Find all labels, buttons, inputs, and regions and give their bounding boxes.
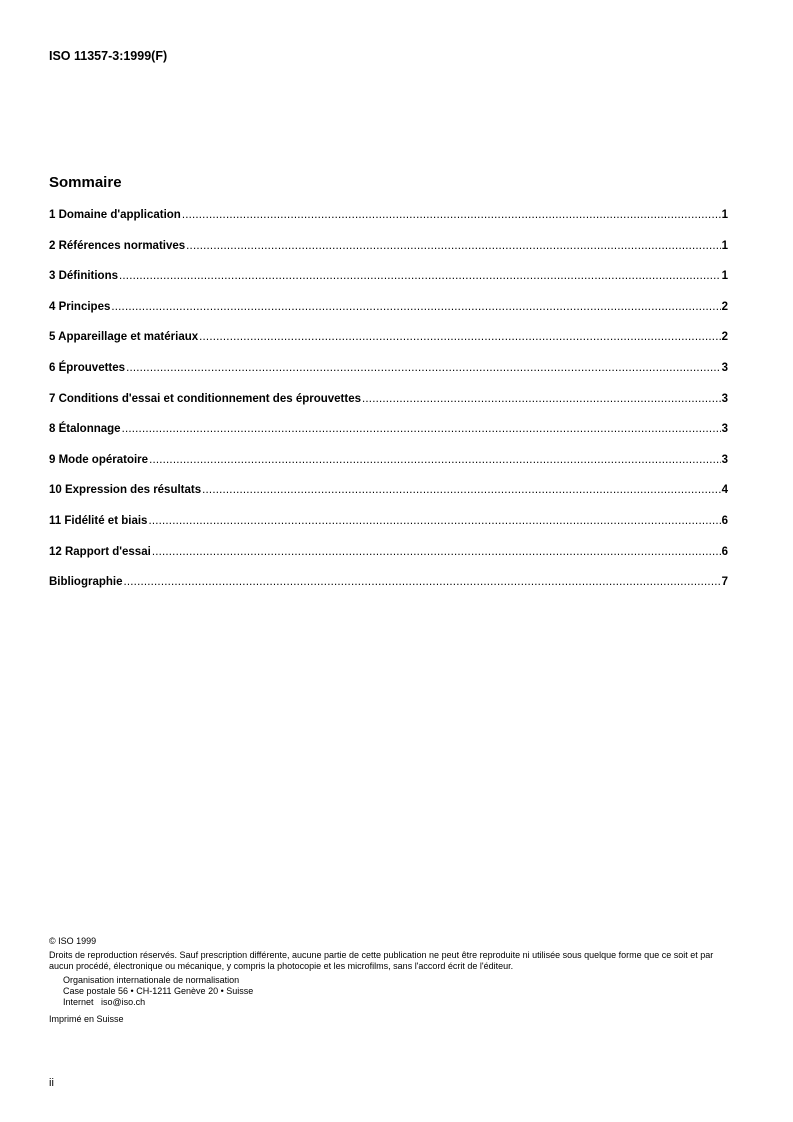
toc-entry-page: 6: [721, 514, 728, 527]
toc-leader-dots: [182, 209, 721, 221]
toc-entry[interactable]: [49, 331, 728, 362]
toc-leader-dots: [119, 270, 721, 282]
toc-leader-dots: [126, 362, 721, 374]
toc-entry-label: 7 Conditions d'essai et conditionnement des éprouvettes: [49, 392, 362, 405]
internet-contact: [63, 997, 739, 1008]
internet-email[interactable]: iso@iso.ch: [101, 997, 146, 1007]
toc-leader-dots: [362, 393, 721, 405]
toc-entry[interactable]: [49, 454, 728, 485]
toc-leader-dots: [199, 331, 720, 343]
toc-leader-dots: [148, 515, 720, 527]
toc-entry-page: 1: [721, 209, 728, 221]
toc-entry-page: 3: [721, 392, 728, 405]
toc-entry-page: 3: [721, 423, 728, 436]
toc-entry-page: 3: [721, 361, 728, 374]
internet-label: Internet: [63, 997, 94, 1007]
toc-entry-page: 2: [721, 300, 728, 313]
toc-entry-label: Bibliographie: [49, 576, 123, 589]
copyright-notice: © ISO 1999: [49, 936, 97, 946]
toc-leader-dots: [111, 301, 720, 313]
toc-entry[interactable]: [49, 576, 728, 607]
toc-leader-dots: [123, 576, 720, 588]
toc-title: Sommaire: [49, 174, 122, 191]
toc-entry-label: 12 Rapport d'essai: [49, 545, 151, 558]
toc-entry-page: 3: [721, 453, 728, 466]
toc-entry-label: 8 Étalonnage: [49, 423, 121, 436]
toc-entry[interactable]: [49, 546, 728, 577]
page-number: ii: [49, 1077, 54, 1089]
toc-entry-page: 1: [721, 270, 728, 283]
reproduction-rights: Droits de reproduction réservés. Sauf prescription différente, aucune partie de cette publication ne peut être reproduite ni utilisée sous quelque forme que ce soit et par aucun procédé, électronique ou mécanique, y compris la photocopie et les microfilms, sans l'accord écrit de l'éditeur.: [49, 950, 714, 971]
toc-entry-page: 7: [721, 576, 728, 589]
toc-entry[interactable]: [49, 301, 728, 332]
toc-entry[interactable]: [49, 362, 728, 393]
toc-entry[interactable]: [49, 240, 728, 271]
toc-leader-dots: [122, 423, 721, 435]
toc-leader-dots: [152, 546, 721, 558]
toc-leader-dots: [186, 240, 720, 252]
toc-entry-label: 1 Domaine d'application: [49, 209, 181, 221]
toc-entry[interactable]: [49, 423, 728, 454]
toc-entry-label: 10 Expression des résultats: [49, 484, 202, 497]
document-header: ISO 11357-3:1999(F): [49, 49, 168, 63]
toc-entry-label: 6 Éprouvettes: [49, 361, 126, 374]
toc-entry-label: 11 Fidélité et biais: [49, 514, 148, 527]
toc-entry-label: 3 Définitions: [49, 270, 119, 283]
toc-entry-page: 2: [721, 331, 728, 344]
toc-entry-page: 1: [721, 239, 728, 252]
organisation-name: Organisation internationale de normalisation: [63, 975, 240, 985]
copyright-footer: [49, 936, 739, 1025]
publisher-address: [49, 975, 739, 1008]
toc-entry[interactable]: [49, 209, 728, 240]
toc-entry[interactable]: [49, 484, 728, 515]
toc-entry-page: 6: [721, 545, 728, 558]
toc-leader-dots: [202, 484, 720, 496]
toc-entry-label: 2 Références normatives: [49, 239, 186, 252]
toc-entry[interactable]: [49, 515, 728, 546]
toc-entry-page: 4: [721, 484, 728, 497]
toc-entry-label: 4 Principes: [49, 300, 111, 313]
toc-entry-label: 5 Appareillage et matériaux: [49, 331, 199, 344]
toc-entry-label: 9 Mode opératoire: [49, 453, 149, 466]
toc-entry[interactable]: [49, 393, 728, 424]
table-of-contents: [49, 209, 728, 607]
toc-entry[interactable]: [49, 270, 728, 301]
printed-in: Imprimé en Suisse: [49, 1014, 124, 1024]
postal-address: Case postale 56 • CH-1211 Genève 20 • Suisse: [63, 986, 254, 996]
toc-leader-dots: [149, 454, 721, 466]
